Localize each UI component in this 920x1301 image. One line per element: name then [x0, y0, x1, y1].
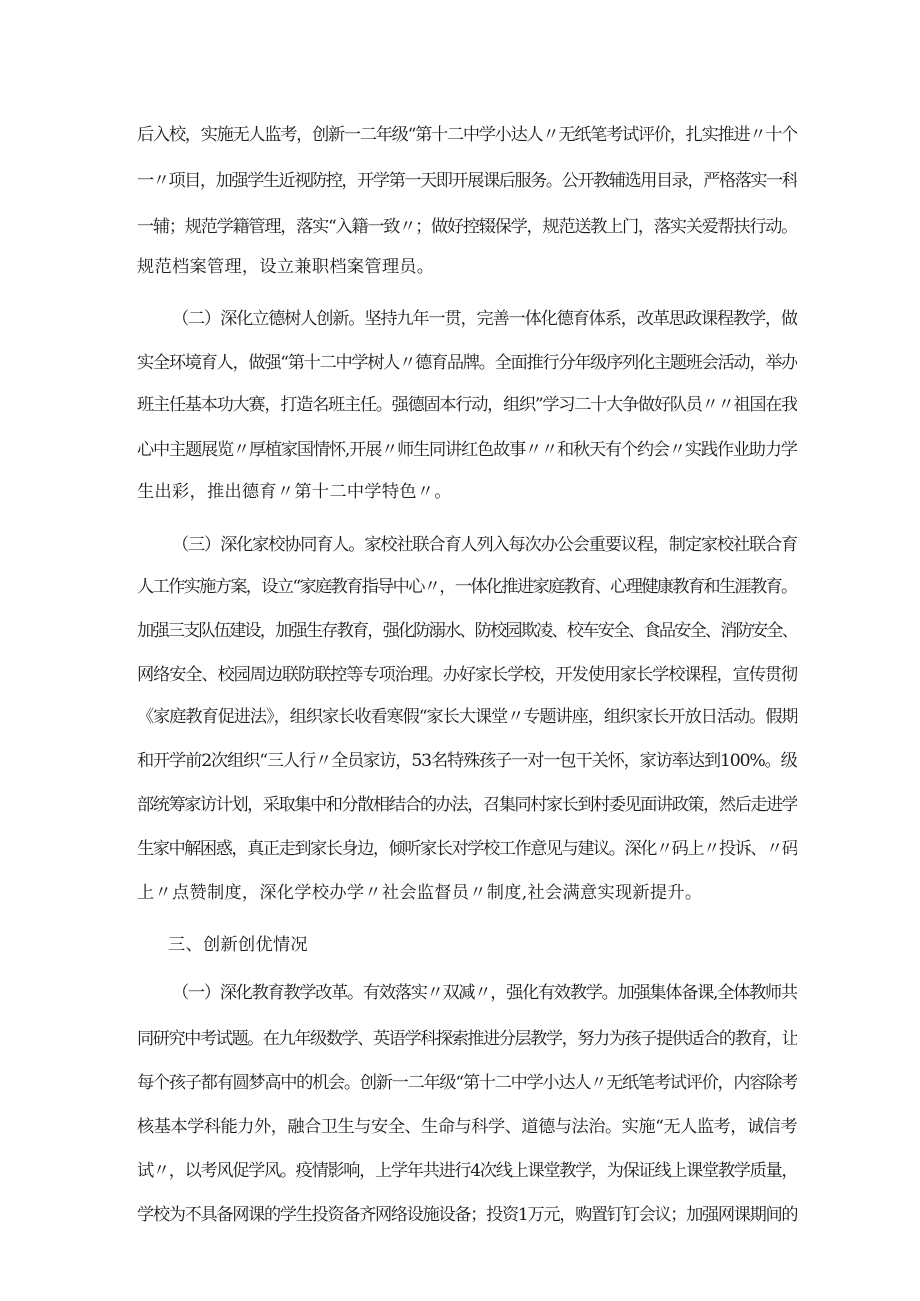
section-heading: 三、创新创优情况	[168, 935, 308, 955]
text-line: 实全环境育人，做强“第十二中学树人〃德育品牌。全面推行分年级序列化主题班会活动，举办	[137, 353, 797, 373]
text-line: 同研究中考试题。在九年级数学、英语学科探索推进分层教学，努力为孩子提供适合的教育，让	[137, 1029, 797, 1049]
text-line: 试〃，以考风促学风。疫情影响，上学年共进行4次线上课堂教学，为保证线上课堂教学质量，	[137, 1161, 797, 1181]
text-line: 生出彩，推出德育〃第十二中学特色〃。	[137, 482, 452, 502]
text-line: 核基本学科能力外，融合卫生与安全、生命与科学、道德与法治。实施“无人监考，诚信考	[137, 1117, 797, 1137]
text-line: 《家庭教育促进法》，组织家长收看寒假“家长大课堂〃专题讲座，组织家长开放日活动。假期	[137, 707, 797, 727]
text-line: 和开学前2次组织“三人行〃全员家访，53名特殊孩子一对一包干关怀，家访率达到100%。级	[137, 751, 797, 771]
text-line: 部统筹家访计划，采取集中和分散相结合的办法，召集同村家长到村委见面讲政策，然后走进学	[137, 795, 797, 815]
text-line: 班主任基本功大赛，打造名班主任。强德固本行动，组织”学习二十大争做好队员〃〃祖国在我	[137, 395, 797, 415]
text-line: 学校为不具备网课的学生投资备齐网络设施设备；投资1万元，购置钉钉会议；加强网课期间的	[137, 1205, 797, 1225]
text-line: 每个孩子都有圆梦高中的机会。创新一二年级“第十二中学小达人〃无纸笔考试评价，内容除考	[137, 1073, 797, 1093]
paragraph-first-line: （三）深化家校协同育人。家校社联合育人列入每次办公会重要议程，制定家校社联合育	[172, 535, 797, 555]
text-line: 后入校，实施无人监考，创新一二年级“第十二中学小达人〃无纸笔考试评价，扎实推进〃十个	[137, 125, 797, 145]
paragraph-first-line: （二）深化立德树人创新。坚持九年一贯，完善一体化德育体系，改革思政课程教学，做	[172, 309, 797, 329]
text-line: 心中主题展览〃厚植家国情怀,开展〃师生同讲红色故事〃〃和秋天有个约会〃实践作业助力学	[137, 440, 797, 460]
text-line: 人工作实施方案，设立“家庭教育指导中心〃，一体化推进家庭教育、心理健康教育和生涯教育。	[137, 577, 797, 597]
text-line: 上〃点赞制度，深化学校办学〃社会监督员〃制度,社会满意实现新提升。	[137, 883, 703, 903]
text-line: 规范档案管理，设立兼职档案管理员。	[137, 257, 435, 277]
paragraph-first-line: （一）深化教育教学改革。有效落实〃双减〃，强化有效教学。加强集体备课,全体教师共	[172, 983, 797, 1003]
text-line: 网络安全、校园周边联防联控等专项治理。办好家长学校，开发使用家长学校课程，宣传贯彻	[137, 665, 797, 685]
text-line: 加强三支队伍建设，加强生存教育，强化防溺水、防校园欺凌、校车安全、食品安全、消防安全、	[137, 621, 797, 641]
text-line: 生家中解困惑，真正走到家长身边，倾听家长对学校工作意见与建议。深化〃码上〃投诉、〃码	[137, 839, 797, 859]
text-line: 一〃项目，加强学生近视防控，开学第一天即开展课后服务。公开教辅选用目录，严格落实一科	[137, 171, 797, 191]
text-line: 一辅；规范学籍管理，落实“入籍一致〃；做好控辍保学，规范送教上门，落实关爱帮扶行动。	[137, 217, 797, 237]
